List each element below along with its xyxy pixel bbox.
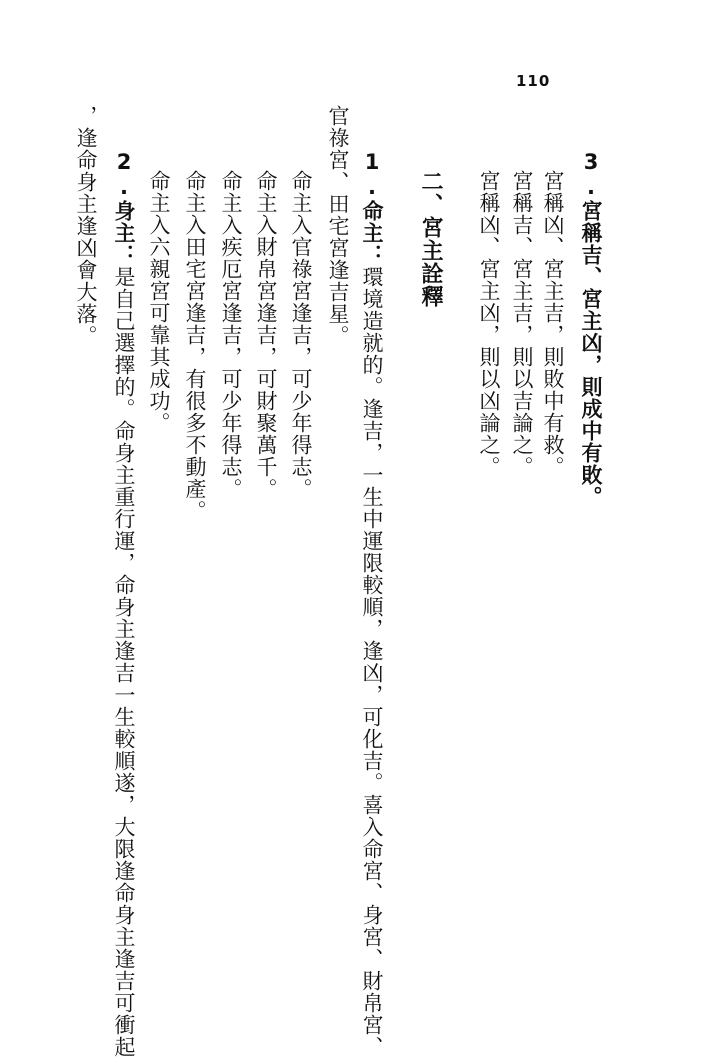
column-text: 命主入財帛宮逢吉，可財聚萬千。 <box>254 170 278 500</box>
column-text: ，逢命身主逢凶會大落。 <box>74 105 98 347</box>
section-heading-text: 二、宮主詮釋 <box>418 170 443 308</box>
text-column <box>506 170 538 478</box>
column-text: 命主入官祿宮逢吉，可少年得志。 <box>289 170 313 500</box>
text-column <box>322 105 354 347</box>
column-text: 是自己選擇的。命身主重行運，命身主逢吉一生較順遂，大限逢命身主逢吉可衝起 <box>112 266 136 1058</box>
text-column <box>356 150 388 1058</box>
column-text: 則成中有敗。 <box>579 376 603 508</box>
text-column <box>575 150 607 508</box>
text-column <box>108 150 140 1058</box>
text-column <box>215 170 247 500</box>
section-heading <box>414 170 446 308</box>
column-text: 命主入六親宮可靠其成功。 <box>147 170 171 434</box>
column-text: 環境造就的。逢吉，一生中運限較順，逢凶，可化吉。喜入命宮、身宮、財帛宮、 <box>360 266 384 1058</box>
text-column <box>250 170 282 500</box>
text-column <box>179 170 211 522</box>
column-text: 命主入疾厄宮逢吉，可少年得志。 <box>219 170 243 500</box>
item-1-label: 1.命主： <box>360 150 384 266</box>
page-number: 110 <box>516 72 551 90</box>
column-text: 宮稱凶、宮主凶，則以凶論之。 <box>477 170 501 478</box>
column-text: 官祿宮、田宅宮逢吉星。 <box>326 105 350 347</box>
text-column <box>473 170 505 478</box>
text-column <box>537 170 569 478</box>
text-column <box>285 170 317 500</box>
item-3-label: 3.宮稱吉、宮主凶， <box>579 150 603 376</box>
column-text: 宮稱凶、宮主吉，則敗中有救。 <box>541 170 565 478</box>
column-text: 宮稱吉、宮主吉，則以吉論之。 <box>510 170 534 478</box>
text-column <box>143 170 175 434</box>
text-column <box>70 105 102 347</box>
column-text: 命主入田宅宮逢吉，有很多不動產。 <box>183 170 207 522</box>
item-2-label: 2.身主： <box>112 150 136 266</box>
